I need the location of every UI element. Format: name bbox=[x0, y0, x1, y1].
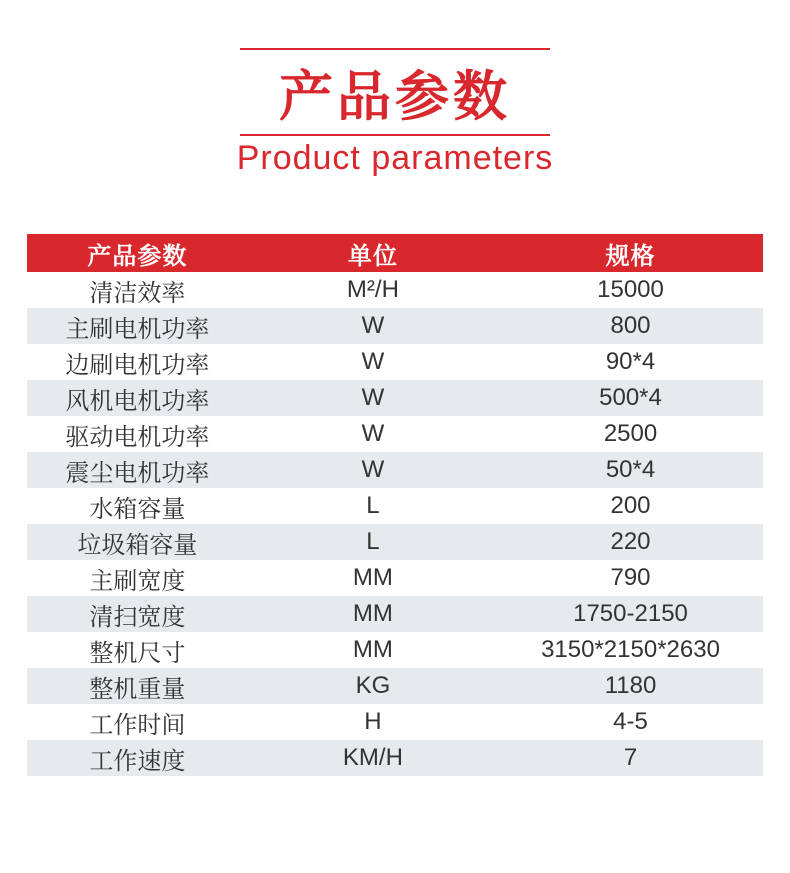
unit-cell: W bbox=[361, 384, 385, 411]
spec-cell: 7 bbox=[623, 744, 638, 771]
title-rule-bottom bbox=[240, 134, 550, 136]
param-name-cell: 水箱容量 bbox=[89, 495, 186, 523]
unit-cell: M²/H bbox=[346, 276, 399, 303]
spec-cell: 220 bbox=[610, 528, 651, 555]
table-header-row bbox=[27, 234, 763, 272]
param-name-cell: 边刷电机功率 bbox=[65, 351, 210, 379]
unit-cell: MM bbox=[352, 564, 393, 591]
spec-cell: 200 bbox=[610, 492, 651, 519]
unit-cell: MM bbox=[352, 636, 393, 663]
param-name-cell: 整机尺寸 bbox=[89, 639, 186, 667]
table-row bbox=[27, 596, 763, 632]
table-row bbox=[27, 344, 763, 380]
spec-table bbox=[27, 234, 763, 776]
spec-cell: 3150*2150*2630 bbox=[541, 636, 720, 663]
param-name-cell: 驱动电机功率 bbox=[65, 423, 210, 451]
table-row bbox=[27, 560, 763, 596]
spec-cell: 790 bbox=[610, 564, 651, 591]
table-row bbox=[27, 380, 763, 416]
table-row bbox=[27, 740, 763, 776]
param-name-cell: 主刷宽度 bbox=[89, 567, 186, 595]
param-name-cell: 整机重量 bbox=[89, 675, 186, 703]
unit-cell: MM bbox=[352, 600, 393, 627]
param-name-cell: 垃圾箱容量 bbox=[77, 531, 198, 559]
param-name-cell: 主刷电机功率 bbox=[65, 315, 210, 343]
param-name-cell: 清扫宽度 bbox=[89, 603, 186, 631]
spec-cell: 500*4 bbox=[599, 384, 662, 411]
table-row bbox=[27, 488, 763, 524]
param-name-cell: 工作速度 bbox=[89, 747, 186, 775]
header-cell-spec: 规格 bbox=[605, 242, 656, 270]
title-block bbox=[0, 0, 790, 178]
table-row bbox=[27, 524, 763, 560]
spec-cell: 4-5 bbox=[613, 708, 648, 735]
page-title: 产品参数 bbox=[279, 67, 511, 127]
unit-cell: H bbox=[364, 708, 382, 735]
spec-cell: 15000 bbox=[597, 276, 664, 303]
table-row bbox=[27, 416, 763, 452]
table-body bbox=[27, 272, 763, 776]
unit-cell: L bbox=[366, 492, 380, 519]
header-cell-parameter: 产品参数 bbox=[87, 242, 188, 270]
unit-cell: KG bbox=[355, 672, 391, 699]
param-name-cell: 风机电机功率 bbox=[65, 387, 210, 415]
spec-cell: 90*4 bbox=[605, 348, 656, 375]
spec-cell: 2500 bbox=[603, 420, 658, 447]
table-row bbox=[27, 272, 763, 308]
unit-cell: W bbox=[361, 456, 385, 483]
unit-cell: W bbox=[361, 312, 385, 339]
unit-cell: L bbox=[366, 528, 380, 555]
table-row bbox=[27, 452, 763, 488]
unit-cell: W bbox=[361, 348, 385, 375]
table-row bbox=[27, 632, 763, 668]
spec-cell: 1750-2150 bbox=[573, 600, 688, 627]
table-row bbox=[27, 308, 763, 344]
param-name-cell: 清洁效率 bbox=[89, 279, 186, 307]
spec-cell: 1180 bbox=[604, 672, 657, 699]
param-name-cell: 工作时间 bbox=[89, 711, 186, 739]
page-subtitle: Product parameters bbox=[236, 139, 554, 177]
unit-cell: KM/H bbox=[342, 744, 403, 771]
table-row bbox=[27, 704, 763, 740]
header-cell-unit: 单位 bbox=[347, 242, 398, 270]
table-row bbox=[27, 668, 763, 704]
unit-cell: W bbox=[361, 420, 385, 447]
param-name-cell: 震尘电机功率 bbox=[65, 459, 210, 487]
spec-cell: 800 bbox=[610, 312, 651, 339]
spec-cell: 50*4 bbox=[605, 456, 656, 483]
